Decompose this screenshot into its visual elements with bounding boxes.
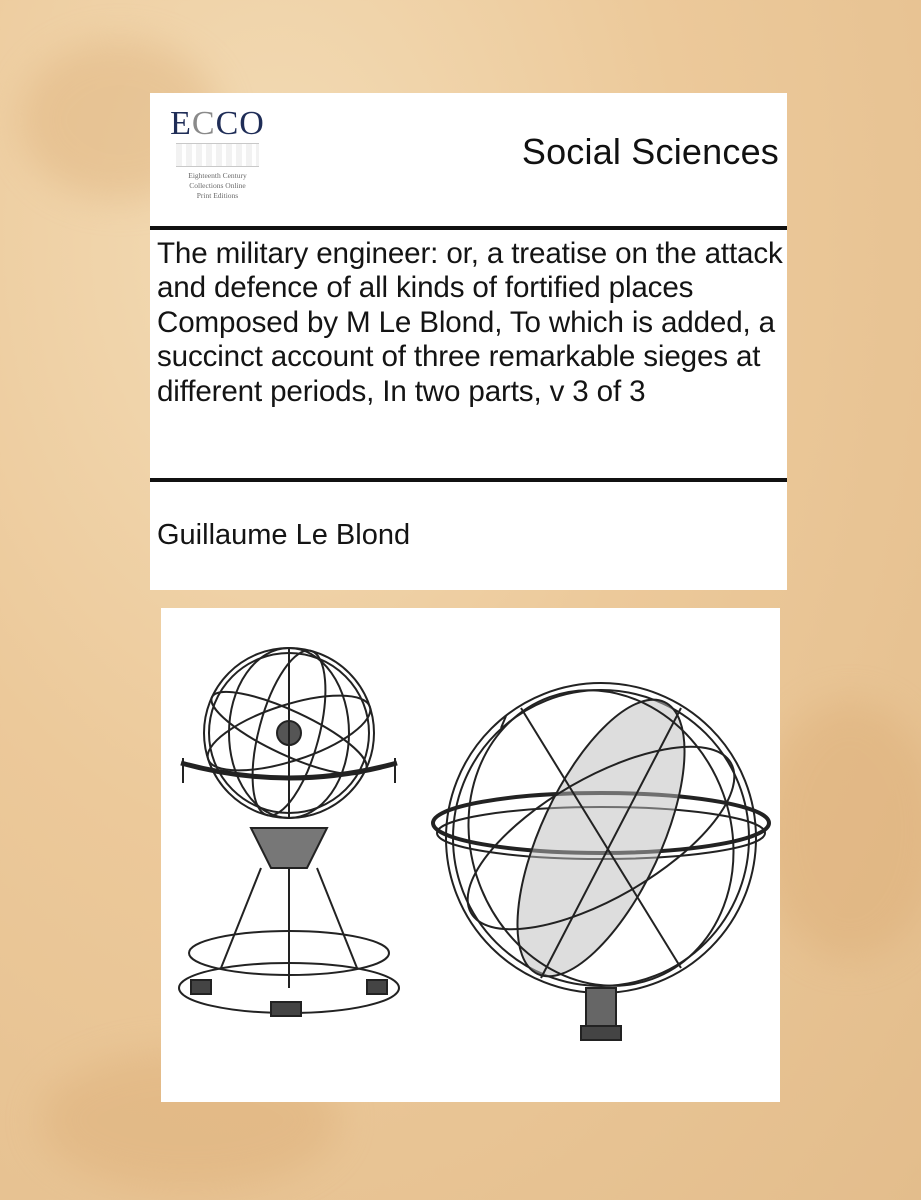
logo-line-1: Eighteenth Century [188,171,247,180]
book-title: The military engineer: or, a treatise on the attack and defence of all kinds of fortified places Composed by M Le Blond, To which is added, a succinct account of three remarkable sieges at different periods, In two parts, v 3 of 3 [157,237,783,408]
cover-illustration [161,608,780,1102]
logo-ornament [176,143,259,167]
logo-line-2: Collections Online [189,181,246,190]
logo-mark: ECCO [170,105,265,142]
top-divider [150,226,787,230]
logo-line-3: Print Editions [196,191,239,200]
globe-sphere-right [428,653,775,1040]
bottom-divider [150,478,787,482]
armillary-sphere-left [179,643,399,1016]
category-heading: Social Sciences [521,131,779,172]
cover-panel [150,93,787,590]
armillary-engraving [161,608,780,1102]
author-name: Guillaume Le Blond [157,519,411,551]
ecco-logo [170,107,265,217]
